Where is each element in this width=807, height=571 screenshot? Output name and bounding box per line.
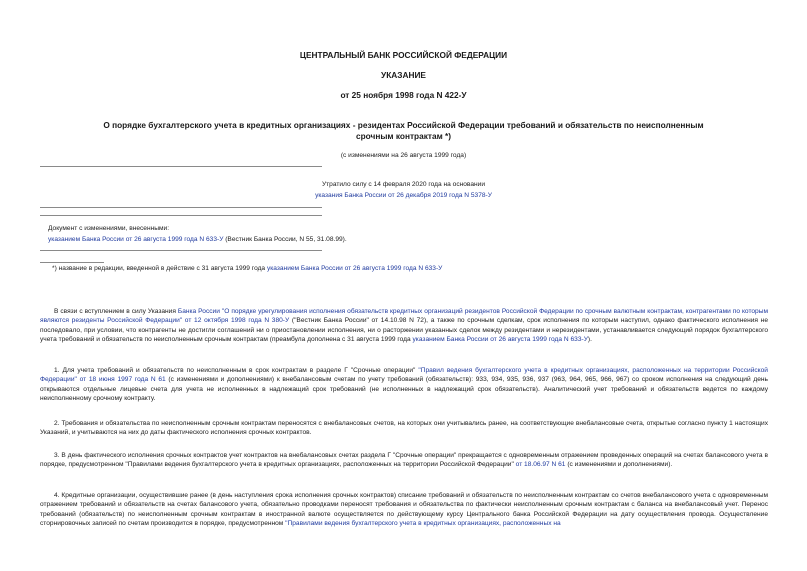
divider-line xyxy=(40,207,322,208)
divider-line xyxy=(40,166,322,167)
text-run: 2. Требования и обязательства по неисполненным срочным контрактам переносятся с внебалансовых счетов, на которых они учитывались ранее, на соответствующие внебалансовые счета, открытые согласно пункту 1 настоящих Указаний, и учитываются на них до даты фактического исполнения срочных контрактов. xyxy=(40,420,768,437)
changes-link[interactable]: указанием Банка России от 26 августа 1999 года N 633-У xyxy=(48,236,224,243)
footnote xyxy=(52,265,442,274)
divider-line xyxy=(40,215,322,216)
order-633-link[interactable]: указанием Банка России от 26 августа 1999 года N 633-У xyxy=(412,336,588,344)
text-run: (с изменениями и дополнениями) к внебалансовым счетам по учету требований (обязательств): 933, 934, 935, 936, 937 (963, 964, 965, 966, 967) со сроком исполнения на следующий день открываются отдельные лицевые счета для учета не исполненных в надлежащий срок требований (не исполненных в надлежащий срок обязательств). Аналитический учет требований и обязательств ведется по каждому неисполненному срочному контракту. xyxy=(40,376,768,403)
paragraph-3 xyxy=(40,451,768,470)
footnote-divider xyxy=(40,262,104,263)
text-run: 3. В день фактического исполнения срочных контрактов учет контрактов на внебалансовых счетах раздела Г "Срочные операции" прекращается с одновременным отражением проведенных операций на счетах балансового учета в порядке, предусмотренном "Правилами ведения бухгалтерского учета в кредитных организациях, расположенных на территории Российской Федерации" xyxy=(40,452,768,469)
rules-61-date-link[interactable]: от 18.06.97 N 61 xyxy=(515,461,566,469)
paragraph-1 xyxy=(40,366,768,404)
text-run: (с изменениями и дополнениями). xyxy=(565,461,673,469)
text-run: 1. Для учета требований и обязательств по неисполненным в срок контрактам в разделе Г "Срочные операции" xyxy=(54,367,419,374)
footnote-link[interactable]: указанием Банка России от 26 августа 1999 года N 633-У xyxy=(266,265,443,272)
amendment-note: (с изменениями на 26 августа 1999 года) xyxy=(340,152,467,159)
changes-tail: (Вестник Банка России, N 55, 31.08.99). xyxy=(223,236,347,243)
rules-link[interactable]: "Правилами ведения бухгалтерского учета в кредитных организациях, расположенных на xyxy=(285,520,561,528)
text-run: 4. Кредитные организации, осуществившие ранее (в день наступления срока исполнения срочных контрактов) списание требований и обязательств по неисполненным контрактам со счетов внебалансового учета с одновременным отражением требований и обязательств на счетах балансового учета, обязательно проводками переносят требования и обязательства по фактически неисполненным срочным контрактам с баланса на внебалансовый учет. Перенос требований (обязательств) по неисполненным срочным контрактам в иностранной валюте осуществляется по действующему курсу Центрального банка Российской Федерации на дату осуществления провода. Осуществление сторнировочных записей по счетам производится в порядке, предусмотренном xyxy=(40,492,768,528)
rules-61-link[interactable]: "Правил ведения бухгалтерского учета в кредитных организациях, расположенных на территории Российской Федерации" от 18 июня 1997 года N 61 xyxy=(40,367,768,384)
divider-line xyxy=(40,250,322,251)
date-number-heading: от 25 ноября 1998 года N 422-У xyxy=(340,90,467,100)
changes-line xyxy=(48,236,347,245)
text-run: В связи с вступлением в силу Указания xyxy=(54,308,178,315)
paragraph-2 xyxy=(40,419,768,438)
doc-type-heading: УКАЗАНИЕ xyxy=(381,70,426,80)
org-heading: ЦЕНТРАЛЬНЫЙ БАНК РОССИЙСКОЙ ФЕДЕРАЦИИ xyxy=(299,50,508,60)
lost-force-note: Утратило силу с 14 февраля 2020 года на основании xyxy=(321,181,486,188)
paragraph-preamble xyxy=(40,307,768,345)
text-run: ). xyxy=(587,336,592,344)
footnote-text: *) название в редакции, введенной в действие с 31 августа 1999 года xyxy=(52,265,267,272)
document-title: О порядке бухгалтерского учета в кредитных организациях - резидентах Российской Федерации требований и обязательств по неисполненным срочным контрактам *) xyxy=(103,120,704,141)
lost-force-basis-link[interactable]: указания Банка России от 26 декабря 2019 года N 5378-У xyxy=(315,192,492,199)
text-run: ("Вестник Банка России" от 14.10.98 N 72), а также по срочным сделкам, срок исполнения по которым наступил, однако фактического исполнения не последовало, при условии, что контрагенты не достигли соглашений ни о приостановлении исполнения, ни о расторжении указанных сделок между резидентами и нерезидентами, устанавливается следующий порядок бухгалтерского учета требований и обязательств по неисполненным срочным контрактам (преамбула дополнена с 31 августа 1999 года xyxy=(40,317,768,344)
order-380-link[interactable]: Банка России "О порядке урегулирования исполнения обязательств кредитных организаций резидентов Российской Федерации по срочным валютным контрактам, контрагентами по которым являются резиденты Российской Федерации" от 12 октября 1998 года N 380-У xyxy=(40,308,768,325)
paragraph-4 xyxy=(40,491,768,529)
changes-intro: Документ с изменениями, внесенными: xyxy=(48,225,170,232)
